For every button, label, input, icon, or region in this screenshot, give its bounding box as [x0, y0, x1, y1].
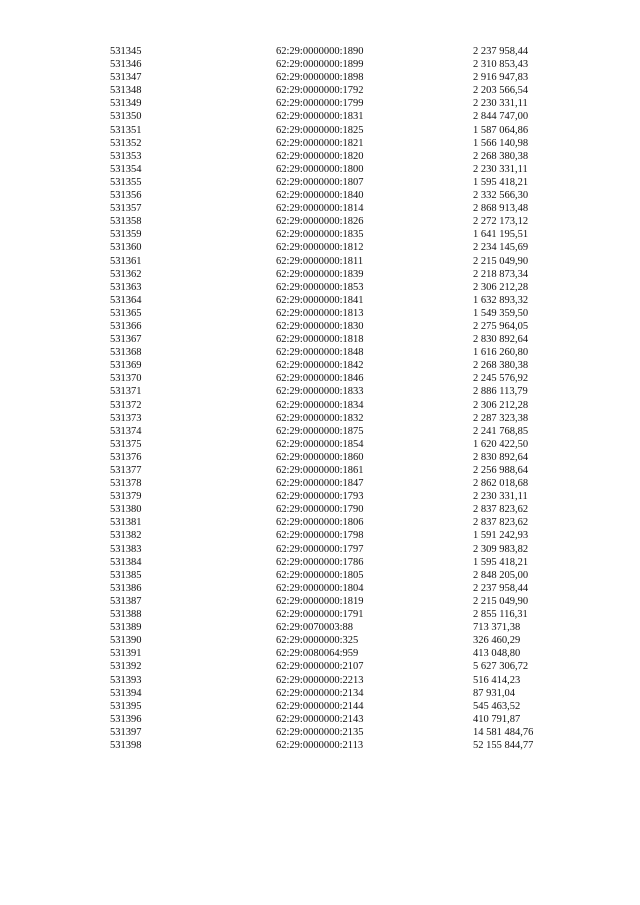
- cadastral-value: 2 306 212,28: [473, 281, 529, 293]
- cadastral-number: 62:29:0000000:1791: [276, 609, 364, 621]
- cadastral-value: 2 837 823,62: [473, 504, 529, 516]
- table-row: [110, 451, 560, 464]
- cadastral-number: 62:29:0000000:1821: [276, 137, 364, 149]
- cadastral-value: 1 566 140,98: [473, 137, 529, 149]
- cadastral-value: 713 371,38: [473, 622, 521, 634]
- cadastral-number: 62:29:0000000:1811: [276, 255, 364, 267]
- row-number: 531379: [110, 491, 142, 503]
- row-number: 531347: [110, 72, 142, 84]
- cadastral-number: 62:29:0000000:1848: [276, 347, 364, 359]
- cadastral-number: 62:29:0000000:1806: [276, 517, 364, 529]
- cadastral-value: 2 256 988,64: [473, 465, 529, 476]
- row-number: 531380: [110, 504, 142, 516]
- table-row: [110, 582, 560, 595]
- table-row: [110, 294, 560, 307]
- row-number: 531359: [110, 229, 142, 241]
- cadastral-value: 2 230 331,11: [473, 163, 528, 175]
- cadastral-number: 62:29:0000000:2134: [276, 687, 364, 699]
- cadastral-value: 1 587 064,86: [473, 124, 529, 136]
- cadastral-value: 1 595 418,21: [473, 176, 529, 188]
- table-row: [110, 163, 560, 176]
- row-number: 531375: [110, 438, 142, 450]
- row-number: 531366: [110, 320, 142, 332]
- cadastral-value: 1 620 422,50: [473, 438, 529, 450]
- cadastral-value: 2 241 768,85: [473, 425, 529, 437]
- cadastral-number: 62:29:0000000:1825: [276, 124, 364, 136]
- cadastral-number: 62:29:0000000:1797: [276, 543, 364, 555]
- table-row: [110, 621, 560, 634]
- row-number: 531394: [110, 687, 142, 699]
- table-row: [110, 438, 560, 451]
- row-number: 531364: [110, 294, 142, 306]
- table-row: [110, 189, 560, 202]
- table-row: [110, 137, 560, 150]
- cadastral-number: 62:29:0000000:1830: [276, 320, 364, 332]
- row-number: 531393: [110, 674, 142, 686]
- cadastral-number: 62:29:0000000:1835: [276, 229, 364, 241]
- cadastral-number: 62:29:0000000:1813: [276, 307, 364, 319]
- row-number: 531396: [110, 713, 142, 725]
- cadastral-number: 62:29:0000000:2143: [276, 713, 364, 725]
- table-row: [110, 45, 560, 58]
- table-row: [110, 556, 560, 569]
- table-row: [110, 58, 560, 71]
- cadastral-number: 62:29:0000000:1812: [276, 242, 364, 254]
- cadastral-number: 62:29:0000000:2107: [276, 661, 364, 673]
- cadastral-value: 87 931,04: [473, 687, 515, 699]
- table-row: [110, 124, 560, 137]
- cadastral-number: 62:29:0000000:2135: [276, 726, 364, 738]
- cadastral-number: 62:29:0000000:1831: [276, 111, 364, 123]
- cadastral-value: 2 855 116,31: [473, 609, 528, 621]
- cadastral-number: 62:29:0000000:2113: [276, 739, 364, 751]
- cadastral-number: 62:29:0000000:1890: [276, 46, 364, 57]
- row-number: 531357: [110, 203, 142, 215]
- table-row: [110, 176, 560, 189]
- table-row: [110, 477, 560, 490]
- table-row: [110, 320, 560, 333]
- cadastral-number: 62:29:0000000:1793: [276, 491, 364, 503]
- cadastral-number: 62:29:0000000:1847: [276, 478, 364, 490]
- cadastral-number: 62:29:0000000:1799: [276, 98, 364, 110]
- table-row: [110, 608, 560, 621]
- cadastral-number: 62:29:0000000:1898: [276, 72, 364, 84]
- cadastral-number: 62:29:0000000:1834: [276, 399, 364, 411]
- row-number: 531358: [110, 216, 142, 228]
- cadastral-number: 62:29:0000000:1804: [276, 582, 364, 594]
- cadastral-value: 1 632 893,32: [473, 294, 529, 306]
- row-number: 531360: [110, 242, 142, 254]
- table-row: [110, 359, 560, 372]
- cadastral-number: 62:29:0080064:959: [276, 648, 359, 660]
- cadastral-number: 62:29:0000000:1819: [276, 595, 364, 607]
- table-row: [110, 464, 560, 477]
- table-row: [110, 150, 560, 163]
- table-row: [110, 228, 560, 241]
- row-number: 531363: [110, 281, 142, 293]
- cadastral-value: 2 272 173,12: [473, 216, 529, 228]
- cadastral-number: 62:29:0000000:1800: [276, 163, 364, 175]
- row-number: 531351: [110, 124, 142, 136]
- row-number: 531377: [110, 465, 142, 476]
- row-number: 531362: [110, 268, 142, 280]
- cadastral-value: 1 641 195,51: [473, 229, 529, 241]
- cadastral-value: 2 287 323,38: [473, 412, 529, 424]
- cadastral-number: 62:29:0000000:1798: [276, 530, 364, 542]
- cadastral-number: 62:29:0000000:2213: [276, 674, 364, 686]
- cadastral-value: 2 234 145,69: [473, 242, 529, 254]
- cadastral-value: 52 155 844,77: [473, 739, 534, 751]
- row-number: 531368: [110, 347, 142, 359]
- row-number: 531349: [110, 98, 142, 110]
- row-number: 531385: [110, 569, 142, 581]
- cadastral-value: 413 048,80: [473, 648, 521, 660]
- row-number: 531387: [110, 595, 142, 607]
- cadastral-value: 2 837 823,62: [473, 517, 529, 529]
- table-row: [110, 739, 560, 752]
- cadastral-number: 62:29:0000000:1814: [276, 203, 364, 215]
- cadastral-value: 2 268 380,38: [473, 150, 529, 162]
- table-row: [110, 110, 560, 123]
- cadastral-value: 1 595 418,21: [473, 556, 529, 568]
- cadastral-value: 1 616 260,80: [473, 347, 529, 359]
- table-row: [110, 346, 560, 359]
- cadastral-number: 62:29:0000000:1853: [276, 281, 364, 293]
- table-row: [110, 503, 560, 516]
- cadastral-number: 62:29:0000000:1790: [276, 504, 364, 516]
- table-row: [110, 569, 560, 582]
- cadastral-value: 2 309 983,82: [473, 543, 529, 555]
- table-row: [110, 268, 560, 281]
- table-row: [110, 516, 560, 529]
- cadastral-value: 2 237 958,44: [473, 582, 529, 594]
- cadastral-value: 5 627 306,72: [473, 661, 529, 673]
- table-row: [110, 202, 560, 215]
- cadastral-number: 62:29:0000000:1805: [276, 569, 364, 581]
- table-row: [110, 333, 560, 346]
- table-row: [110, 726, 560, 739]
- cadastral-number: 62:29:0000000:1842: [276, 360, 364, 372]
- row-number: 531370: [110, 373, 142, 385]
- row-number: 531389: [110, 622, 142, 634]
- row-number: 531382: [110, 530, 142, 542]
- cadastral-value: 1 549 359,50: [473, 307, 529, 319]
- cadastral-value: 2 245 576,92: [473, 373, 529, 385]
- row-number: 531346: [110, 59, 142, 71]
- cadastral-number: 62:29:0000000:1818: [276, 334, 364, 346]
- cadastral-number: 62:29:0000000:1832: [276, 412, 364, 424]
- cadastral-number: 62:29:0000000:1841: [276, 294, 364, 306]
- cadastral-number: 62:29:0000000:1846: [276, 373, 364, 385]
- table-row: [110, 595, 560, 608]
- cadastral-value: 2 830 892,64: [473, 334, 529, 346]
- table-row: [110, 713, 560, 726]
- row-number: 531392: [110, 661, 142, 673]
- row-number: 531373: [110, 412, 142, 424]
- cadastral-number: 62:29:0000000:1840: [276, 190, 364, 202]
- cadastral-value: 545 463,52: [473, 700, 521, 712]
- row-number: 531386: [110, 582, 142, 594]
- cadastral-value: 2 886 113,79: [473, 386, 528, 398]
- cadastral-value: 410 791,87: [473, 713, 521, 725]
- table-row: [110, 543, 560, 556]
- cadastral-number: 62:29:0000000:1786: [276, 556, 364, 568]
- row-number: 531384: [110, 556, 142, 568]
- cadastral-value: 516 414,23: [473, 674, 521, 686]
- row-number: 531372: [110, 399, 142, 411]
- table-row: [110, 399, 560, 412]
- row-number: 531371: [110, 386, 142, 398]
- row-number: 531365: [110, 307, 142, 319]
- table-row: [110, 634, 560, 647]
- cadastral-number: 62:29:0000000:2144: [276, 700, 364, 712]
- cadastral-number: 62:29:0000000:1807: [276, 176, 364, 188]
- data-table: [110, 45, 560, 752]
- table-row: [110, 700, 560, 713]
- row-number: 531355: [110, 176, 142, 188]
- cadastral-value: 2 848 205,00: [473, 569, 529, 581]
- row-number: 531354: [110, 163, 142, 175]
- cadastral-number: 62:29:0000000:1860: [276, 451, 364, 463]
- cadastral-value: 1 591 242,93: [473, 530, 529, 542]
- cadastral-value: 2 868 913,48: [473, 203, 529, 215]
- table-row: [110, 281, 560, 294]
- cadastral-value: 2 203 566,54: [473, 85, 529, 97]
- table-row: [110, 529, 560, 542]
- table-row: [110, 97, 560, 110]
- cadastral-value: 2 268 380,38: [473, 360, 529, 372]
- table-row: [110, 412, 560, 425]
- cadastral-value: 2 310 853,43: [473, 59, 529, 71]
- row-number: 531395: [110, 700, 142, 712]
- cadastral-value: 2 844 747,00: [473, 111, 529, 123]
- cadastral-number: 62:29:0070003:88: [276, 622, 354, 634]
- row-number: 531345: [110, 46, 142, 57]
- cadastral-number: 62:29:0000000:1826: [276, 216, 364, 228]
- cadastral-value: 2 215 049,90: [473, 255, 529, 267]
- cadastral-value: 2 275 964,05: [473, 320, 529, 332]
- cadastral-value: 2 862 018,68: [473, 478, 529, 490]
- row-number: 531369: [110, 360, 142, 372]
- cadastral-value: 14 581 484,76: [473, 726, 534, 738]
- cadastral-value: 2 237 958,44: [473, 46, 529, 57]
- row-number: 531388: [110, 609, 142, 621]
- cadastral-number: 62:29:0000000:1839: [276, 268, 364, 280]
- table-row: [110, 660, 560, 673]
- cadastral-value: 2 215 049,90: [473, 595, 529, 607]
- row-number: 531376: [110, 451, 142, 463]
- row-number: 531391: [110, 648, 142, 660]
- cadastral-number: 62:29:0000000:1854: [276, 438, 364, 450]
- cadastral-number: 62:29:0000000:1833: [276, 386, 364, 398]
- row-number: 531378: [110, 478, 142, 490]
- cadastral-number: 62:29:0000000:1899: [276, 59, 364, 71]
- row-number: 531353: [110, 150, 142, 162]
- row-number: 531367: [110, 334, 142, 346]
- cadastral-value: 2 306 212,28: [473, 399, 529, 411]
- cadastral-number: 62:29:0000000:1875: [276, 425, 364, 437]
- row-number: 531350: [110, 111, 142, 123]
- table-row: [110, 255, 560, 268]
- row-number: 531381: [110, 517, 142, 529]
- cadastral-number: 62:29:0000000:1861: [276, 465, 364, 476]
- table-row: [110, 647, 560, 660]
- table-row: [110, 215, 560, 228]
- row-number: 531398: [110, 739, 142, 751]
- table-row: [110, 372, 560, 385]
- row-number: 531361: [110, 255, 142, 267]
- table-row: [110, 385, 560, 398]
- cadastral-value: 326 460,29: [473, 635, 521, 647]
- table-row: [110, 674, 560, 687]
- table-row: [110, 307, 560, 320]
- table-row: [110, 425, 560, 438]
- row-number: 531374: [110, 425, 142, 437]
- row-number: 531348: [110, 85, 142, 97]
- cadastral-value: 2 218 873,34: [473, 268, 529, 280]
- cadastral-number: 62:29:0000000:1792: [276, 85, 364, 97]
- row-number: 531356: [110, 190, 142, 202]
- row-number: 531390: [110, 635, 142, 647]
- cadastral-value: 2 916 947,83: [473, 72, 529, 84]
- table-row: [110, 687, 560, 700]
- table-row: [110, 71, 560, 84]
- row-number: 531397: [110, 726, 142, 738]
- cadastral-value: 2 230 331,11: [473, 491, 528, 503]
- cadastral-value: 2 230 331,11: [473, 98, 528, 110]
- row-number: 531352: [110, 137, 142, 149]
- table-row: [110, 241, 560, 254]
- cadastral-value: 2 332 566,30: [473, 190, 529, 202]
- cadastral-value: 2 830 892,64: [473, 451, 529, 463]
- cadastral-number: 62:29:0000000:1820: [276, 150, 364, 162]
- row-number: 531383: [110, 543, 142, 555]
- table-row: [110, 490, 560, 503]
- table-row: [110, 84, 560, 97]
- cadastral-number: 62:29:0000000:325: [276, 635, 359, 647]
